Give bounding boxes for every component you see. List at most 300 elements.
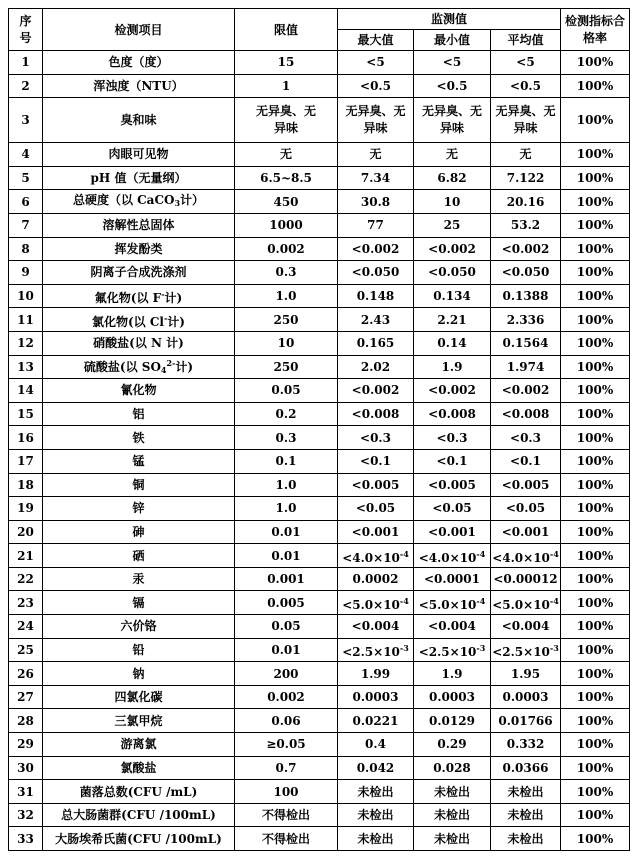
- cell-min: 0.14: [414, 331, 491, 355]
- cell-min: 0.134: [414, 284, 491, 308]
- cell-limit: 0.05: [235, 379, 338, 403]
- cell-min: <0.1: [414, 449, 491, 473]
- cell-seq: 13: [9, 355, 43, 379]
- cell-avg: <0.002: [491, 237, 561, 261]
- max-exponent: -3: [399, 642, 409, 653]
- cell-limit: 0.2: [235, 402, 338, 426]
- cell-seq: 6: [9, 190, 43, 214]
- avg-exponent: -3: [549, 642, 559, 653]
- cell-min: 0.0003: [414, 685, 491, 709]
- table-row: [9, 638, 630, 662]
- cell-avg: 0.1564: [491, 331, 561, 355]
- cell-avg: <0.3: [491, 426, 561, 450]
- cell-rate: 100%: [561, 402, 630, 426]
- cell-item: 汞: [43, 567, 235, 591]
- cell-limit: 0.01: [235, 520, 338, 544]
- table-row: [9, 51, 630, 75]
- min-exponent: -3: [476, 642, 486, 653]
- cell-max: 0.042: [338, 756, 414, 780]
- cell-rate: 100%: [561, 780, 630, 804]
- cell-rate: 100%: [561, 237, 630, 261]
- cell-avg: <0.1: [491, 449, 561, 473]
- item-text: 计): [175, 360, 194, 375]
- cell-item: 钠: [43, 662, 235, 686]
- table-row: [9, 544, 630, 568]
- cell-item: [43, 190, 235, 214]
- cell-rate: 100%: [561, 803, 630, 827]
- cell-limit: 1000: [235, 213, 338, 237]
- cell-avg: 1.974: [491, 355, 561, 379]
- cell-rate: 100%: [561, 473, 630, 497]
- table-row: [9, 733, 630, 757]
- cell-max: 0.165: [338, 331, 414, 355]
- cell-avg: <0.004: [491, 615, 561, 639]
- cell-seq: 20: [9, 520, 43, 544]
- cell-seq: 19: [9, 497, 43, 521]
- cell-rate: 100%: [561, 166, 630, 190]
- cell-avg: [491, 544, 561, 568]
- cell-max: <0.002: [338, 237, 414, 261]
- cell-max: 未检出: [338, 827, 414, 851]
- header-seq: 序号: [9, 9, 43, 51]
- cell-item: 肉眼可见物: [43, 143, 235, 167]
- cell-min: <0.005: [414, 473, 491, 497]
- cell-max: <0.001: [338, 520, 414, 544]
- cell-limit: 100: [235, 780, 338, 804]
- cell-limit: 0.001: [235, 567, 338, 591]
- table-body: [9, 51, 630, 851]
- cell-max: <0.050: [338, 261, 414, 285]
- cell-min: 0.0129: [414, 709, 491, 733]
- cell-limit: 0.1: [235, 449, 338, 473]
- cell-limit: 1.0: [235, 473, 338, 497]
- cell-item: 锌: [43, 497, 235, 521]
- cell-item: 大肠埃希氏菌(CFU /100mL): [43, 827, 235, 851]
- cell-avg: <0.050: [491, 261, 561, 285]
- table-row: [9, 143, 630, 167]
- cell-rate: 100%: [561, 733, 630, 757]
- cell-avg: [491, 98, 561, 143]
- cell-min: [414, 98, 491, 143]
- cell-limit: 不得检出: [235, 827, 338, 851]
- cell-seq: 28: [9, 709, 43, 733]
- min-text: <5.0×10: [418, 597, 477, 612]
- cell-item: [43, 284, 235, 308]
- header-row-1: [9, 9, 630, 30]
- cell-rate: 100%: [561, 74, 630, 98]
- table-row: [9, 98, 630, 143]
- cell-max: <0.5: [338, 74, 414, 98]
- cell-rate: 100%: [561, 638, 630, 662]
- min-exponent: -4: [476, 548, 486, 559]
- cell-min: 25: [414, 213, 491, 237]
- cell-rate: 100%: [561, 284, 630, 308]
- cell-max: <0.008: [338, 402, 414, 426]
- cell-rate: 100%: [561, 756, 630, 780]
- cell-rate: 100%: [561, 662, 630, 686]
- cell-min: 0.028: [414, 756, 491, 780]
- min-text: <4.0×10: [418, 550, 477, 565]
- cell-item: 臭和味: [43, 98, 235, 143]
- cell-avg: 未检出: [491, 780, 561, 804]
- cell-seq: 12: [9, 331, 43, 355]
- item-superscript: 2-: [166, 358, 176, 369]
- cell-min: <0.002: [414, 379, 491, 403]
- table-row: [9, 615, 630, 639]
- cell-seq: 33: [9, 827, 43, 851]
- table-row: [9, 261, 630, 285]
- table-row: [9, 426, 630, 450]
- min-exponent: -4: [476, 595, 486, 606]
- water-quality-table: [8, 8, 630, 851]
- cell-item: pH 值（无量纲）: [43, 166, 235, 190]
- cell-max: 无: [338, 143, 414, 167]
- cell-item: 阴离子合成洗涤剂: [43, 261, 235, 285]
- table-row: [9, 449, 630, 473]
- avg-text: <4.0×10: [492, 550, 550, 565]
- cell-seq: 9: [9, 261, 43, 285]
- cell-limit: [235, 98, 338, 143]
- cell-min: <0.050: [414, 261, 491, 285]
- cell-min: <0.001: [414, 520, 491, 544]
- item-subscript: 3: [174, 198, 181, 209]
- cell-rate: 100%: [561, 261, 630, 285]
- cell-min: 未检出: [414, 803, 491, 827]
- cell-rate: 100%: [561, 544, 630, 568]
- cell-rate: 100%: [561, 331, 630, 355]
- max-text: <2.5×10: [342, 644, 400, 659]
- cell-rate: 100%: [561, 709, 630, 733]
- cell-avg: 53.2: [491, 213, 561, 237]
- cell-max: <0.004: [338, 615, 414, 639]
- cell-item: 浑浊度（NTU）: [43, 74, 235, 98]
- cell-avg: 0.0366: [491, 756, 561, 780]
- cell-max: [338, 98, 414, 143]
- cell-limit: 0.01: [235, 544, 338, 568]
- limit-text: 无异臭、无异味: [256, 104, 317, 136]
- table-row: [9, 709, 630, 733]
- cell-max: [338, 638, 414, 662]
- cell-limit: 200: [235, 662, 338, 686]
- cell-limit: 250: [235, 355, 338, 379]
- cell-avg: <5: [491, 51, 561, 75]
- cell-min: [414, 544, 491, 568]
- cell-min: <0.004: [414, 615, 491, 639]
- cell-max: <0.1: [338, 449, 414, 473]
- cell-limit: ≥0.05: [235, 733, 338, 757]
- table-row: [9, 166, 630, 190]
- cell-limit: 0.06: [235, 709, 338, 733]
- max-text: 无异臭、无异味: [345, 104, 406, 136]
- cell-avg: [491, 591, 561, 615]
- cell-item: [43, 355, 235, 379]
- cell-max: [338, 591, 414, 615]
- cell-seq: 26: [9, 662, 43, 686]
- cell-rate: 100%: [561, 379, 630, 403]
- item-subscript: 4: [160, 365, 167, 376]
- cell-min: 10: [414, 190, 491, 214]
- cell-min: <0.3: [414, 426, 491, 450]
- cell-seq: 7: [9, 213, 43, 237]
- avg-text: <2.5×10: [492, 644, 550, 659]
- cell-item: 四氯化碳: [43, 685, 235, 709]
- cell-min: <0.008: [414, 402, 491, 426]
- cell-seq: 11: [9, 308, 43, 332]
- cell-min: [414, 638, 491, 662]
- cell-rate: 100%: [561, 591, 630, 615]
- cell-rate: 100%: [561, 615, 630, 639]
- cell-avg: <0.5: [491, 74, 561, 98]
- cell-avg: <0.05: [491, 497, 561, 521]
- cell-rate: 100%: [561, 567, 630, 591]
- header-monitor: 监测值: [338, 9, 561, 30]
- cell-avg: 无: [491, 143, 561, 167]
- cell-item: 锰: [43, 449, 235, 473]
- cell-max: 0.0221: [338, 709, 414, 733]
- cell-rate: 100%: [561, 449, 630, 473]
- table-row: [9, 473, 630, 497]
- cell-min: 1.9: [414, 662, 491, 686]
- cell-seq: 29: [9, 733, 43, 757]
- max-exponent: -4: [399, 548, 409, 559]
- cell-seq: 25: [9, 638, 43, 662]
- cell-seq: 22: [9, 567, 43, 591]
- cell-item: 铁: [43, 426, 235, 450]
- cell-seq: 21: [9, 544, 43, 568]
- cell-rate: 100%: [561, 143, 630, 167]
- max-text: <4.0×10: [342, 550, 400, 565]
- cell-min: <0.05: [414, 497, 491, 521]
- cell-limit: 250: [235, 308, 338, 332]
- cell-max: 0.4: [338, 733, 414, 757]
- cell-rate: 100%: [561, 308, 630, 332]
- cell-seq: 31: [9, 780, 43, 804]
- cell-min: 1.9: [414, 355, 491, 379]
- cell-max: [338, 544, 414, 568]
- table-row: [9, 284, 630, 308]
- cell-item: 铅: [43, 638, 235, 662]
- table-row: [9, 355, 630, 379]
- cell-max: <0.005: [338, 473, 414, 497]
- cell-avg: 未检出: [491, 827, 561, 851]
- min-text: <2.5×10: [418, 644, 477, 659]
- cell-max: 2.43: [338, 308, 414, 332]
- table-row: [9, 520, 630, 544]
- cell-max: 1.99: [338, 662, 414, 686]
- table-row: [9, 237, 630, 261]
- cell-limit: 不得检出: [235, 803, 338, 827]
- cell-item: 氰化物: [43, 379, 235, 403]
- table-row: [9, 213, 630, 237]
- cell-item: 硝酸盐(以 N 计): [43, 331, 235, 355]
- cell-max: <5: [338, 51, 414, 75]
- cell-item: 六价铬: [43, 615, 235, 639]
- table-row: [9, 497, 630, 521]
- avg-text: <5.0×10: [492, 597, 550, 612]
- cell-rate: 100%: [561, 827, 630, 851]
- cell-min: <0.5: [414, 74, 491, 98]
- cell-seq: 15: [9, 402, 43, 426]
- cell-min: <0.002: [414, 237, 491, 261]
- header-min: 最小值: [414, 30, 491, 51]
- cell-limit: 1.0: [235, 497, 338, 521]
- cell-item: 氯酸盐: [43, 756, 235, 780]
- cell-rate: 100%: [561, 98, 630, 143]
- cell-limit: 0.3: [235, 261, 338, 285]
- header-max: 最大值: [338, 30, 414, 51]
- cell-max: 0.0002: [338, 567, 414, 591]
- cell-avg: 1.95: [491, 662, 561, 686]
- table-row: [9, 74, 630, 98]
- cell-avg: 0.0003: [491, 685, 561, 709]
- cell-seq: 3: [9, 98, 43, 143]
- cell-seq: 8: [9, 237, 43, 261]
- cell-max: 77: [338, 213, 414, 237]
- cell-seq: 14: [9, 379, 43, 403]
- cell-limit: 0.3: [235, 426, 338, 450]
- cell-limit: 0.01: [235, 638, 338, 662]
- cell-seq: 23: [9, 591, 43, 615]
- cell-seq: 16: [9, 426, 43, 450]
- cell-min: 未检出: [414, 827, 491, 851]
- header-item: 检测项目: [43, 9, 235, 51]
- table-row: [9, 780, 630, 804]
- cell-seq: 18: [9, 473, 43, 497]
- table-row: [9, 662, 630, 686]
- table-row: [9, 308, 630, 332]
- cell-avg: <0.002: [491, 379, 561, 403]
- avg-exponent: -4: [549, 595, 559, 606]
- cell-limit: 0.05: [235, 615, 338, 639]
- header-pass-rate: 检测指标合格率: [561, 9, 630, 51]
- cell-limit: 无: [235, 143, 338, 167]
- min-text: 无异臭、无异味: [422, 104, 483, 136]
- cell-max: 0.0003: [338, 685, 414, 709]
- item-text: 氯化物(以 Cl: [92, 314, 164, 329]
- cell-item: 铝: [43, 402, 235, 426]
- item-text: 计): [164, 291, 183, 306]
- item-text: 计): [167, 314, 185, 329]
- cell-min: <0.0001: [414, 567, 491, 591]
- cell-avg: [491, 638, 561, 662]
- cell-item: 游离氯: [43, 733, 235, 757]
- cell-seq: 30: [9, 756, 43, 780]
- cell-max: 未检出: [338, 803, 414, 827]
- avg-exponent: -4: [549, 548, 559, 559]
- cell-limit: 0.7: [235, 756, 338, 780]
- cell-avg: <0.00012: [491, 567, 561, 591]
- table-row: [9, 567, 630, 591]
- cell-max: 7.34: [338, 166, 414, 190]
- cell-seq: 27: [9, 685, 43, 709]
- cell-limit: 15: [235, 51, 338, 75]
- cell-rate: 100%: [561, 426, 630, 450]
- max-exponent: -4: [399, 595, 409, 606]
- table-row: [9, 591, 630, 615]
- cell-item: [43, 308, 235, 332]
- cell-item: 铜: [43, 473, 235, 497]
- cell-rate: 100%: [561, 685, 630, 709]
- cell-min: <5: [414, 51, 491, 75]
- table-row: [9, 685, 630, 709]
- cell-rate: 100%: [561, 497, 630, 521]
- cell-item: 总大肠菌群(CFU /100mL): [43, 803, 235, 827]
- cell-limit: 6.5~8.5: [235, 166, 338, 190]
- cell-seq: 32: [9, 803, 43, 827]
- table-row: [9, 827, 630, 851]
- cell-item: 溶解性总固体: [43, 213, 235, 237]
- table-row: [9, 379, 630, 403]
- item-text: 氟化物(以 F: [94, 291, 162, 306]
- cell-seq: 1: [9, 51, 43, 75]
- cell-avg: 7.122: [491, 166, 561, 190]
- cell-avg: <0.001: [491, 520, 561, 544]
- cell-rate: 100%: [561, 51, 630, 75]
- cell-avg: 2.336: [491, 308, 561, 332]
- item-text: 硫酸盐(以 SO: [83, 360, 161, 375]
- item-text: 计）: [180, 193, 205, 208]
- cell-max: 30.8: [338, 190, 414, 214]
- item-superscript: -: [161, 289, 165, 300]
- table-row: [9, 331, 630, 355]
- cell-seq: 24: [9, 615, 43, 639]
- cell-avg: <0.005: [491, 473, 561, 497]
- cell-max: 0.148: [338, 284, 414, 308]
- cell-avg: 0.332: [491, 733, 561, 757]
- item-superscript: -: [163, 312, 168, 323]
- cell-rate: 100%: [561, 213, 630, 237]
- cell-max: 未检出: [338, 780, 414, 804]
- cell-seq: 2: [9, 74, 43, 98]
- cell-max: 2.02: [338, 355, 414, 379]
- table-row: [9, 756, 630, 780]
- cell-limit: 1.0: [235, 284, 338, 308]
- cell-avg: <0.008: [491, 402, 561, 426]
- header-limit: 限值: [235, 9, 338, 51]
- avg-text: 无异臭、无异味: [495, 104, 556, 136]
- max-text: <5.0×10: [342, 597, 400, 612]
- cell-min: 6.82: [414, 166, 491, 190]
- header-avg: 平均值: [491, 30, 561, 51]
- cell-rate: 100%: [561, 520, 630, 544]
- cell-min: 2.21: [414, 308, 491, 332]
- cell-avg: 20.16: [491, 190, 561, 214]
- cell-item: 硒: [43, 544, 235, 568]
- cell-item: 色度（度）: [43, 51, 235, 75]
- cell-max: <0.002: [338, 379, 414, 403]
- cell-item: 菌落总数(CFU /mL): [43, 780, 235, 804]
- cell-max: <0.05: [338, 497, 414, 521]
- cell-limit: 0.002: [235, 237, 338, 261]
- cell-avg: 0.01766: [491, 709, 561, 733]
- cell-max: <0.3: [338, 426, 414, 450]
- cell-seq: 10: [9, 284, 43, 308]
- cell-min: 无: [414, 143, 491, 167]
- cell-rate: 100%: [561, 190, 630, 214]
- cell-min: [414, 591, 491, 615]
- cell-item: 挥发酚类: [43, 237, 235, 261]
- cell-rate: 100%: [561, 355, 630, 379]
- cell-min: 未检出: [414, 780, 491, 804]
- cell-seq: 17: [9, 449, 43, 473]
- cell-limit: 10: [235, 331, 338, 355]
- table-row: [9, 803, 630, 827]
- cell-avg: 0.1388: [491, 284, 561, 308]
- cell-limit: 0.002: [235, 685, 338, 709]
- item-text: 总硬度（以 CaCO: [72, 193, 175, 208]
- cell-limit: 1: [235, 74, 338, 98]
- cell-item: 镉: [43, 591, 235, 615]
